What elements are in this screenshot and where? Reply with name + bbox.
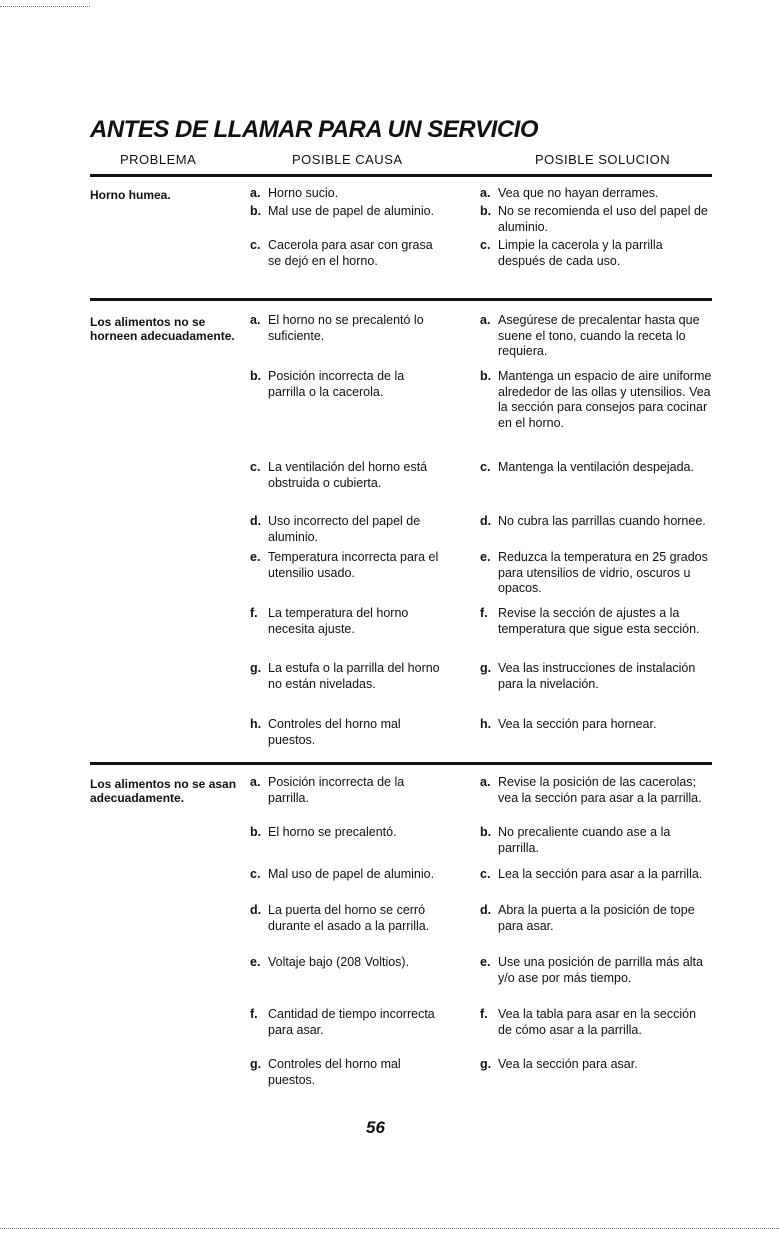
section-rule	[90, 298, 712, 301]
item-letter: e.	[250, 550, 261, 564]
item-text: Temperatura incorrecta para el utensilio usado.	[268, 550, 439, 580]
item-letter: a.	[480, 775, 491, 789]
cause-item	[250, 313, 440, 344]
solution-item	[480, 514, 712, 530]
cause-item	[250, 1057, 440, 1088]
scan-artifact-top	[0, 6, 90, 8]
item-letter: b.	[250, 204, 262, 218]
header-problem: PROBLEMA	[120, 152, 197, 167]
item-letter: b.	[250, 369, 262, 383]
item-letter: c.	[250, 867, 261, 881]
item-text: No precaliente cuando ase a la parrilla.	[498, 825, 671, 855]
item-text: Revise la posición de las cacerolas; vea la sección para asar a la parrilla.	[498, 775, 702, 805]
cause-item	[250, 204, 440, 220]
item-letter: g.	[250, 1057, 262, 1071]
item-letter: d.	[250, 903, 262, 917]
solution-item	[480, 717, 712, 733]
item-text: Abra la puerta a la posición de tope para asar.	[498, 903, 695, 933]
cause-item	[250, 955, 440, 971]
solution-item	[480, 867, 712, 883]
solution-item	[480, 1057, 712, 1073]
cause-item	[250, 1007, 440, 1038]
cause-item	[250, 661, 440, 692]
item-text: El horno no se precalentó lo suficiente.	[268, 313, 424, 343]
item-text: Vea la tabla para asar en la sección de cómo asar a la parrilla.	[498, 1007, 697, 1037]
solution-item	[480, 460, 712, 476]
solution-item	[480, 550, 712, 597]
item-letter: h.	[250, 717, 262, 731]
item-text: Mal use de papel de aluminio.	[268, 204, 435, 218]
item-letter: d.	[250, 514, 262, 528]
cause-item	[250, 550, 440, 581]
item-text: Asegúrese de precalentar hasta que suene el tono, cuando la receta lo requiera.	[498, 313, 700, 358]
cause-item	[250, 867, 440, 883]
item-letter: c.	[250, 460, 261, 474]
cause-item	[250, 606, 440, 637]
scan-artifact-bottom	[0, 1228, 779, 1230]
cause-item	[250, 369, 440, 400]
header-cause: POSIBLE CAUSA	[292, 152, 403, 167]
item-text: Posición incorrecta de la parrilla.	[268, 775, 405, 805]
cause-item	[250, 238, 440, 269]
problem-label: Horno humea.	[90, 188, 171, 202]
item-letter: a.	[480, 186, 491, 200]
item-text: Uso incorrecto del papel de aluminio.	[268, 514, 421, 544]
solution-item	[480, 606, 712, 637]
item-letter: c.	[480, 460, 491, 474]
item-letter: h.	[480, 717, 492, 731]
item-text: Vea que no hayan derrames.	[498, 186, 659, 200]
column-headers	[90, 152, 712, 172]
item-letter: f.	[480, 606, 488, 620]
solution-item	[480, 204, 712, 235]
item-text: El horno se precalentó.	[268, 825, 397, 839]
item-text: No cubra las parrillas cuando hornee.	[498, 514, 706, 528]
item-letter: c.	[480, 238, 491, 252]
solution-item	[480, 369, 712, 431]
item-letter: g.	[250, 661, 262, 675]
cause-item	[250, 186, 440, 202]
item-text: Controles del horno mal puestos.	[268, 1057, 401, 1087]
solution-item	[480, 825, 712, 856]
item-letter: c.	[480, 867, 491, 881]
item-text: Horno sucio.	[268, 186, 339, 200]
item-letter: a.	[480, 313, 491, 327]
item-text: Controles del horno mal puestos.	[268, 717, 401, 747]
item-letter: e.	[480, 955, 491, 969]
item-text: Cantidad de tiempo incorrecta para asar.	[268, 1007, 435, 1037]
item-text: Cacerola para asar con grasa se dejó en el horno.	[268, 238, 433, 268]
item-text: No se recomienda el uso del papel de aluminio.	[498, 204, 708, 234]
cause-item	[250, 903, 440, 934]
item-text: Posición incorrecta de la parrilla o la cacerola.	[268, 369, 405, 399]
item-text: Mal uso de papel de aluminio.	[268, 867, 435, 881]
item-letter: f.	[250, 1007, 258, 1021]
page-number: 56	[366, 1118, 385, 1137]
item-text: Mantenga la ventilación despejada.	[498, 460, 694, 474]
cause-item	[250, 460, 440, 491]
item-letter: c.	[250, 238, 261, 252]
cause-item	[250, 717, 440, 748]
item-letter: b.	[480, 204, 492, 218]
item-letter: f.	[250, 606, 258, 620]
item-letter: d.	[480, 514, 492, 528]
item-letter: d.	[480, 903, 492, 917]
item-letter: f.	[480, 1007, 488, 1021]
item-text: Vea las instrucciones de instalación para la nivelación.	[498, 661, 696, 691]
solution-item	[480, 313, 712, 360]
item-letter: g.	[480, 661, 492, 675]
problem-label: Los alimentos no se horneen adecuadamente.	[90, 315, 235, 343]
item-text: La puerta del horno se cerró durante el asado a la parrilla.	[268, 903, 430, 933]
item-text: Voltaje bajo (208 Voltios).	[268, 955, 410, 969]
item-text: Reduzca la temperatura en 25 grados para utensilios de vidrio, oscuros u opacos.	[498, 550, 708, 595]
item-text: Mantenga un espacio de aire uniforme alrededor de las ollas y utensilios. Vea la sección para consejos para cocinar en el horno.	[498, 369, 712, 430]
item-letter: b.	[480, 369, 492, 383]
cause-item	[250, 825, 440, 841]
problem-label: Los alimentos no se asan adecuadamente.	[90, 777, 237, 805]
item-text: Lea la sección para asar a la parrilla.	[498, 867, 703, 881]
item-text: Revise la sección de ajustes a la temperatura que sigue esta sección.	[498, 606, 700, 636]
solution-item	[480, 955, 712, 986]
item-letter: a.	[250, 775, 261, 789]
item-letter: a.	[250, 186, 261, 200]
header-rule	[90, 174, 712, 177]
item-letter: b.	[250, 825, 262, 839]
item-letter: e.	[480, 550, 491, 564]
item-text: Use una posición de parrilla más alta y/o ase por más tiempo.	[498, 955, 703, 985]
solution-item	[480, 186, 712, 202]
cause-item	[250, 775, 440, 806]
item-letter: e.	[250, 955, 261, 969]
item-text: Vea la sección para hornear.	[498, 717, 657, 731]
solution-item	[480, 775, 712, 806]
item-text: La temperatura del horno necesita ajuste.	[268, 606, 409, 636]
item-letter: a.	[250, 313, 261, 327]
item-text: La ventilación del horno está obstruida o cubierta.	[268, 460, 428, 490]
solution-item	[480, 1007, 712, 1038]
item-text: Vea la sección para asar.	[498, 1057, 638, 1071]
cause-item	[250, 514, 440, 545]
item-letter: b.	[480, 825, 492, 839]
item-text: Limpie la cacerola y la parrilla después de cada uso.	[498, 238, 663, 268]
header-solution: POSIBLE SOLUCION	[535, 152, 671, 167]
section-rule	[90, 762, 712, 765]
item-text: La estufa o la parrilla del horno no están niveladas.	[268, 661, 440, 691]
solution-item	[480, 238, 712, 269]
item-letter: g.	[480, 1057, 492, 1071]
page-title: ANTES DE LLAMAR PARA UN SERVICIO	[90, 116, 539, 143]
solution-item	[480, 661, 712, 692]
solution-item	[480, 903, 712, 934]
